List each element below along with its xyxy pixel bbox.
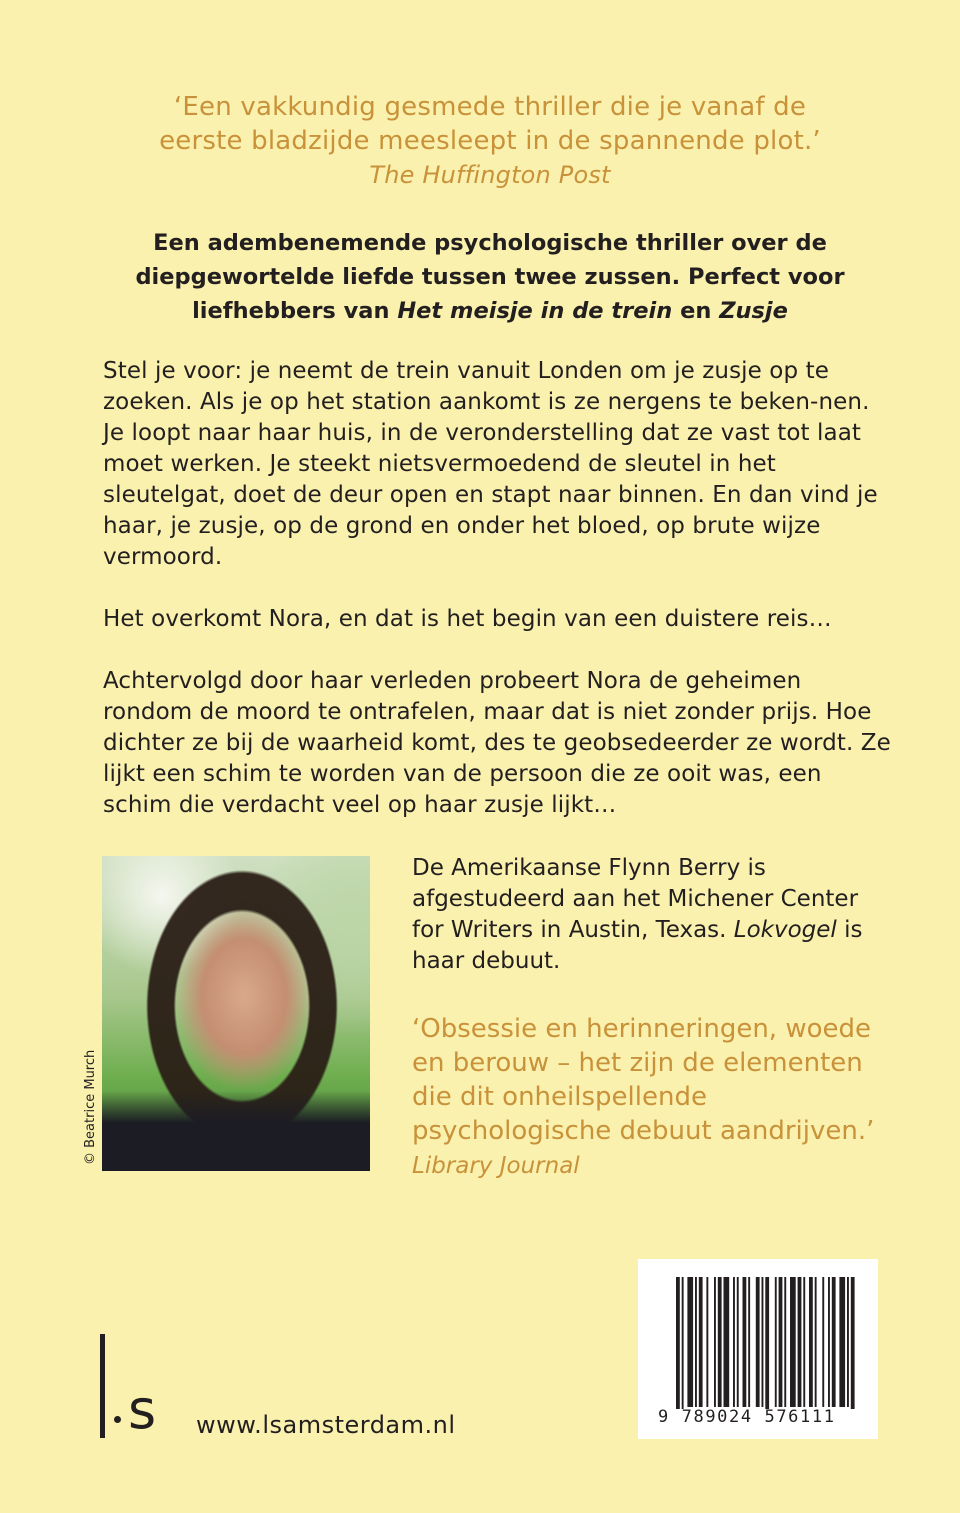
barcode-bar: [714, 1277, 716, 1407]
barcode-bar: [798, 1277, 802, 1407]
tagline-text: en: [672, 298, 720, 324]
tagline-title-1: Het meisje in de trein: [397, 298, 673, 324]
barcode: [638, 1259, 878, 1439]
tagline: [100, 226, 880, 328]
author-photo: [102, 856, 370, 1171]
publisher-url: www.lsamsterdam.nl: [196, 1411, 456, 1439]
barcode-bar: [765, 1277, 769, 1409]
blurb-paragraph-2: Het overkomt Nora, en dat is het begin van een duistere reis…: [103, 606, 832, 632]
top-quote-line-2: eerste bladzijde meesleept in de spannende plot.’: [159, 126, 821, 156]
tagline-text: liefhebbers van: [192, 298, 398, 324]
bottom-quote: [412, 1012, 882, 1183]
barcode-bar: [847, 1277, 849, 1407]
barcode-bar: [737, 1277, 739, 1407]
bio-text: De Amerikaanse Flynn Berry is afgestudeerd aan het Michener Center for Writers in Austin, Texas.: [412, 855, 859, 943]
barcode-bar: [803, 1277, 805, 1407]
barcode-bar: [832, 1277, 836, 1407]
barcode-bar: [815, 1277, 817, 1407]
tagline-line-2: diepgewortelde liefde tussen twee zussen. Perfect voor: [135, 264, 845, 290]
barcode-bar: [733, 1277, 735, 1407]
barcode-bar: [828, 1277, 830, 1407]
bio-book-title: Lokvogel: [733, 917, 837, 943]
barcode-bar: [718, 1277, 722, 1407]
blurb: [103, 356, 893, 852]
barcode-bar: [822, 1277, 824, 1407]
top-quote-line-1: ‘Een vakkundig gesmede thriller die je vanaf de: [173, 92, 807, 122]
tagline-line-1: Een adembenemende psychologische thriller over de: [153, 230, 827, 256]
barcode-bar: [676, 1277, 680, 1409]
top-quote-source: The Huffington Post: [369, 161, 611, 189]
bottom-quote-text: ‘Obsessie en herinneringen, woede en berouw – het zijn de elementen die dit onheilspellende psychologische debuut aandrijven.’: [412, 1014, 875, 1146]
tagline-title-2: Zusje: [719, 298, 788, 324]
barcode-bar: [748, 1277, 750, 1407]
barcode-bar: [699, 1277, 703, 1407]
barcode-bar: [756, 1277, 760, 1407]
tagline-line-3: [100, 294, 880, 328]
top-quote: [100, 90, 880, 192]
barcode-bar: [743, 1277, 747, 1407]
barcode-bar: [682, 1277, 684, 1409]
barcode-bar: [790, 1277, 796, 1407]
author-bio: [412, 853, 872, 977]
barcode-bar: [687, 1277, 693, 1407]
blurb-paragraph-3: Achtervolgd door haar verleden probeert Nora de geheimen rondom de moord te ontrafelen, maar dat is niet zonder prijs. Hoe dichter ze bij de waarheid komt, des te geobsedeerder ze wordt. Ze lijkt een schim te worden van de persoon die ze ooit was, een schim die verdacht veel op haar zusje lijkt…: [103, 668, 891, 818]
bottom-quote-source: Library Journal: [412, 1153, 580, 1179]
photo-credit: © Beatrice Murch: [83, 1049, 98, 1165]
barcode-bar: [839, 1277, 845, 1407]
barcode-bar: [724, 1277, 730, 1407]
barcode-bars: [638, 1259, 878, 1409]
barcode-bar: [851, 1277, 855, 1409]
barcode-bar: [779, 1277, 783, 1407]
publisher-logo-letter: s: [128, 1378, 157, 1441]
bio-suffix: is haar debuut.: [412, 917, 863, 974]
barcode-bar: [809, 1277, 813, 1407]
barcode-bar: [706, 1277, 708, 1407]
barcode-digits: 9 789024 576111: [658, 1407, 836, 1427]
blurb-paragraph-1: Stel je voor: je neemt de trein vanuit Londen om je zusje op te zoeken. Als je op het station aankomt is ze nergens te beken-nen. Je loopt naar haar huis, in de veronderstelling dat ze vast tot laat moet werken. Je steekt nietsvermoedend de sleutel in het sleutelgat, doet de deur open en stapt naar binnen. En dan vind je haar, je zusje, op de grond en onder het bloed, op brute wijze vermoord.: [103, 358, 878, 570]
barcode-bar: [784, 1277, 786, 1407]
barcode-bar: [775, 1277, 777, 1407]
barcode-bar: [762, 1277, 764, 1407]
barcode-bar: [695, 1277, 697, 1407]
